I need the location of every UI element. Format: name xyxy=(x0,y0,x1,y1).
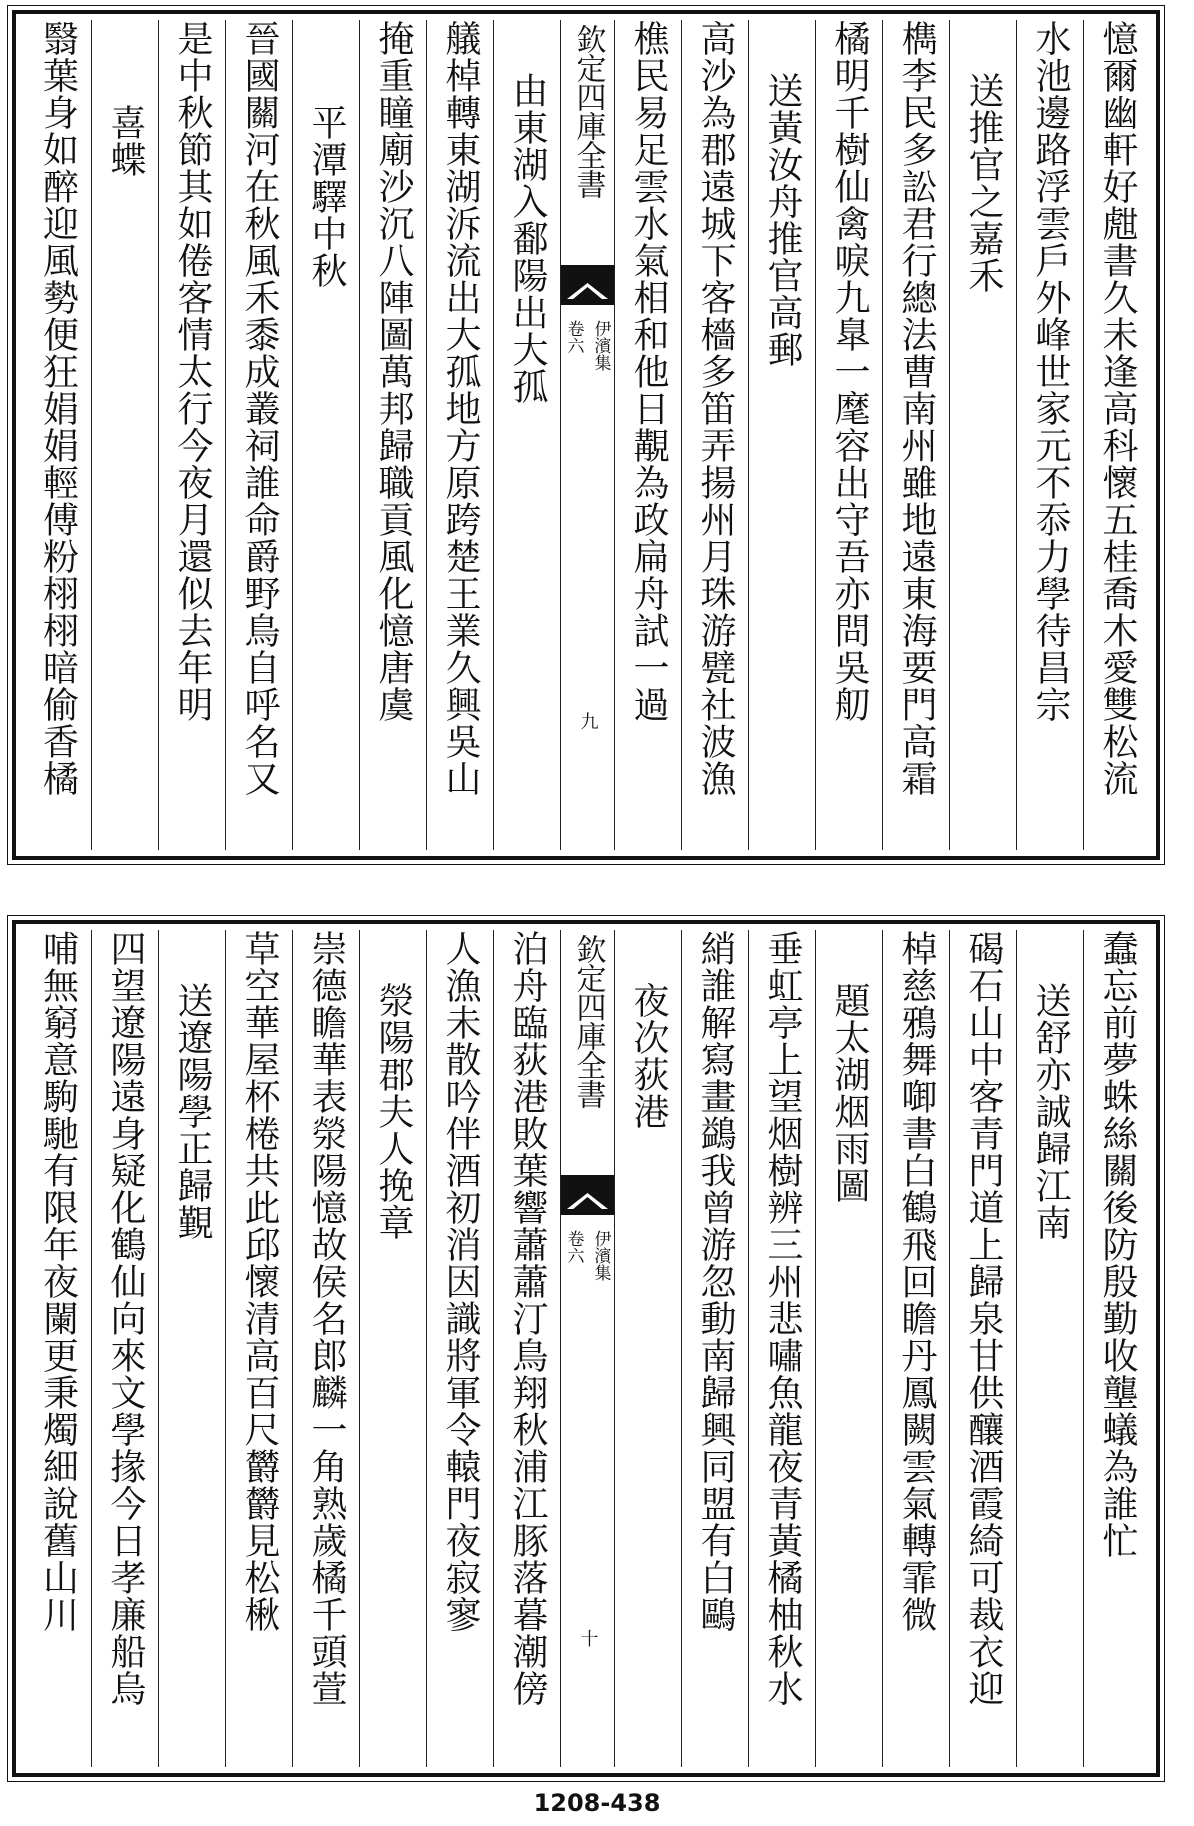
poem-title: 送黃汝舟推官高郵 xyxy=(748,20,815,850)
poem-title: 滎陽郡夫人挽章 xyxy=(359,930,426,1767)
text-column: 艤棹轉東湖泝流出大孤地方原跨楚王業久興吳山 xyxy=(426,20,493,850)
center-fold xyxy=(560,20,614,850)
fold-meta xyxy=(562,320,614,371)
text-column: 水池邊路浮雲戶外峰世家元不忝力學待昌宗 xyxy=(1016,20,1083,850)
text-column: 蠢忘前夢蛛絲關後防殷勤收壟蟻為誰忙 xyxy=(1083,930,1150,1767)
folio-number: 十 xyxy=(577,1629,599,1647)
fishtail-mark xyxy=(561,265,614,305)
poem-title: 送推官之嘉禾 xyxy=(949,20,1016,850)
lower-page xyxy=(12,920,1160,1777)
volume-label: 卷六 xyxy=(563,1230,584,1264)
text-column: 棹慈鴉舞啣書白鶴飛回瞻丹鳳闕雲氣轉霏微 xyxy=(882,930,949,1767)
text-column: 掩重瞳廟沙沉八陣圖萬邦歸職貢風化憶唐虞 xyxy=(359,20,426,850)
center-fold xyxy=(560,930,614,1767)
poem-title: 夜次荻港 xyxy=(614,930,681,1767)
text-column: 高沙為郡遠城下客檣多笛弄揚州月珠游甓社波漁 xyxy=(681,20,748,850)
text-column: 憶爾幽軒好甝書久未逢高科懷五桂喬木愛雙松流 xyxy=(1083,20,1150,850)
fishtail-mark xyxy=(561,1175,614,1215)
poem-title: 送舒亦誠歸江南 xyxy=(1016,930,1083,1767)
collection-name: 伊濱集 xyxy=(590,1230,611,1281)
text-column: 橘明千樹仙禽唳九臯一麾容出守吾亦問吳舠 xyxy=(815,20,882,850)
text-column: 草空華屋杯棬共此邱懷清高百尺欝欝見松楸 xyxy=(225,930,292,1767)
poem-title: 平潭驛中秋 xyxy=(292,20,359,850)
text-column: 泊舟臨荻港敗葉響蕭蕭汀鳥翔秋浦江豚落暮潮傍 xyxy=(493,930,560,1767)
text-column: 晉國關河在秋風禾黍成叢祠誰命爵野鳥自呼名又 xyxy=(225,20,292,850)
series-title: 欽定四庫全書 xyxy=(570,934,606,1108)
poem-title: 由東湖入鄱陽出大孤 xyxy=(493,20,560,850)
series-title: 欽定四庫全書 xyxy=(570,24,606,198)
folio-number: 九 xyxy=(577,712,599,730)
text-column: 檇李民多訟君行總法曹南州雖地遠東海要門高霜 xyxy=(882,20,949,850)
text-column: 翳葉身如醉迎風勢便狂娟娟輕傅粉栩栩暗偷香橘 xyxy=(37,20,79,797)
text-column: 是中秋節其如倦客情太行今夜月還似去年明 xyxy=(158,20,225,850)
text-column: 樵民易足雲水氣相和他日覯為政扁舟試一過 xyxy=(614,20,681,850)
page-code: 1208-438 xyxy=(533,1789,661,1817)
text-column: 人漁未散吟伴酒初消因識將軍令轅門夜寂寥 xyxy=(426,930,493,1767)
text-column: 垂虹亭上望烟樹辨三州悲嘯魚龍夜青黃橘柚秋水 xyxy=(748,930,815,1767)
text-column: 哺無窮意駒馳有限年夜闌更秉燭細說舊山川 xyxy=(37,930,79,1633)
text-column: 綃誰解寫畫鷁我曾游忽動南歸興同盟有白鷗 xyxy=(681,930,748,1767)
upper-page xyxy=(12,10,1160,860)
text-column: 四望遼陽遠身疑化鶴仙向來文學掾今日孝廉船烏 xyxy=(91,930,158,1767)
poem-title: 題太湖烟雨圖 xyxy=(815,930,882,1767)
collection-name: 伊濱集 xyxy=(590,320,611,371)
fold-meta xyxy=(562,1230,614,1281)
poem-title: 喜蝶 xyxy=(91,20,158,850)
text-column: 崇德瞻華表滎陽憶故侯名郎麟一角熟歲橘千頭萱 xyxy=(292,930,359,1767)
volume-label: 卷六 xyxy=(563,320,584,354)
poem-title: 送遼陽學正歸覲 xyxy=(158,930,225,1767)
text-column: 碣石山中客青門道上歸泉甘供釀酒霞綺可裁衣迎 xyxy=(949,930,1016,1767)
